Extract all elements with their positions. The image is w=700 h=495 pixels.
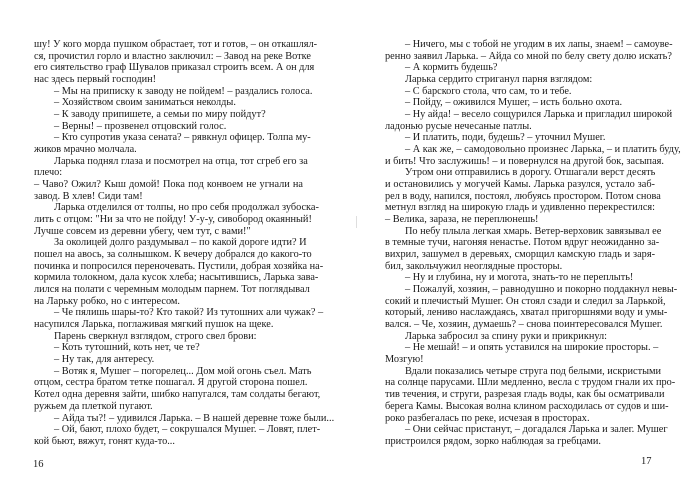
text-line: ренно заявил Ларька. – Айда со мной по белу свету долю искать? [385,50,672,62]
text-line: Мозгую! [385,354,424,366]
text-line: Котел одна деревня зайти, шибко напугался, там солдаты бегают, [34,389,321,401]
text-line: – Коть тутошний, коть нет, че те? [54,342,200,354]
text-line: Ларька забросил за спину руки и прикрикнул: [405,330,608,342]
text-line: – Чаво? Ожил? Кыш домой! Пока под конвоем не угнали на [34,179,303,191]
text-line: сокий и плечистый Мушег. Он стоял сзади и следил за Ларькой, [385,295,666,307]
text-line: жиков мрачно молчала. [34,144,137,156]
text-line: – Ну так, для антересу. [54,354,155,366]
text-line: лить с отцом: "Ни за что не пойду! У-у-у, сивобород окаянный! [34,214,312,226]
text-line: ся, прочистил горло и властно заключил: – Завод на реке Вотке [34,50,311,62]
text-line: Ларька сердито стриганул парня взглядом: [405,74,593,86]
text-line: и бить! Что заслужишь! – и повернулся на другой бок, засыпая. [385,155,664,167]
text-line: – Пойду, – оживился Мушег, – исть больно охота. [405,97,623,109]
text-line: пошел на авось, за солнышком. К вечеру добрался до какого-то [34,249,312,261]
text-line: – А кормить будешь? [405,62,498,74]
text-line: вался. – Че, хозяин, думаешь? – снова поинтересовался Мушег. [385,319,663,331]
text-line: – Ну и глубина, ну и могота, знать-то не переплыть! [405,272,634,284]
page-number-right: 17 [641,456,652,467]
text-line: – Они сейчас пристанут, – догадался Ларька и залег. Мушег [405,424,668,436]
text-line: роко разбегалась по реке, исчезая в просторах. [385,412,590,424]
text-line: – Ой, бают, плохо будет, – сокрушался Мушег. – Ловят, плет- [54,424,321,436]
text-line: – Мы на приписку к заводу не пойдем! – раздались голоса. [54,85,313,97]
text-line: метнул взгляд на широкую гладь и удивленно перекрестился: [385,202,655,214]
text-line: – Айда ты?! – удивился Ларька. – В нашей деревне тоже были... [54,412,335,424]
text-line: кормила толокном, дала кусок хлеба; насытившись, Ларька зава- [34,272,319,284]
text-line: – К заводу припишете, а семьи по миру пойдут? [54,109,266,121]
text-line: завод. В хлев! Сиди там! [34,190,143,202]
text-line: в темные тучи, нагоняя ненастье. Потом вдруг неожиданно за- [385,237,660,249]
page-number-left: 16 [33,459,44,470]
left-page-text [34,39,335,448]
text-line: отцом, сестра братом тетке пошагал. Я другой сторона пошел. [34,377,308,389]
text-line: – Ничего, мы с тобой не угодим в их лапы, знаем! – самоуве- [405,39,673,50]
text-line: – Верны! – прозвенел отцовский голос. [54,120,227,132]
text-line: который, лениво наслаждаясь, хватал пригоршнями воду и умы- [385,307,668,319]
text-line: Ларька поднял глаза и посмотрел на отца, тот сгреб его за [54,155,308,167]
text-line: Лучше совсем из деревни убегу, чем тут, с вами!" [34,225,251,237]
text-line: плечо: [34,167,63,179]
text-line: – Че пялишь шары-то? Кто такой? Из тутошних али чужак? – [54,307,324,319]
text-line: вихрил, зашумел в деревьях, сморщил камскую гладь и заря- [385,249,655,261]
text-line: ладонью русые нечесаные патлы. [385,120,532,132]
text-line: – Не мешай! – и опять уставился на широкие просторы. – [405,342,659,354]
text-line: Ларька отделился от толпы, но про себя продолжал зубоска- [54,202,319,214]
text-line: лился на полати с черемным молодым парнем. Тот поглядывал [34,284,310,296]
text-line: берега Камы. Высокая волна клином расходилась от судов и ши- [385,400,669,412]
text-line: Вдали показались четыре струга под белыми, искристыми [405,365,662,377]
text-line: нас здесь первый господин! [34,74,157,86]
text-line: тив течения, и струги, разрезая гладь воды, как бы осматривали [385,389,665,401]
right-page [350,0,700,495]
text-line: кой бьют, вяжут, гонят куда-то... [34,435,175,447]
text-line: За околицей долго раздумывал – по какой дороге идти? И [54,237,307,249]
text-line: Утром они отправились в дорогу. Отшагали верст десять [405,167,656,179]
scan-artifact-mark [356,216,359,228]
text-line: шу! У кого морда пушком обрастает, тот и готов, – он откашлял- [34,39,318,50]
text-line: – С барского стола, что сам, то и тебе. [405,85,572,97]
text-line: ружьем да плеткой пугают. [34,400,153,412]
text-line: и остановились у могучей Камы. Ларька разулся, устало заб- [385,179,655,191]
text-line: его сиятельство граф Шувалов приказал строить всем. А он для [34,62,315,74]
text-line: Парень сверкнул взглядом, строго свел брови: [54,330,257,342]
text-line: – Хозяйством своим заниматься неколды. [54,97,236,109]
text-line: – Кто супротив указа сената? – рявкнул офицер. Толпа му- [54,132,311,144]
text-line: – А как же, – самодовольно произнес Ларька, – и платить буду, [405,144,681,156]
text-line: на Ларьку робко, но с интересом. [34,295,181,307]
text-line: – Ну айда! – весело сощурился Ларька и пригладил широкой [405,109,673,121]
right-page-text [385,39,681,448]
text-line: – Велика, зараза, не переплюнешь! [385,214,539,226]
text-line: бил, закольчужил неоглядные просторы. [385,260,563,272]
text-line: насупился Ларька, поглаживая мягкий пушок на щеке. [34,319,274,331]
text-line: починка и попросился переночевать. Пустили, добрая хозяйка на- [34,260,324,272]
text-line: рел в воду, напился, постоял, любуясь простором. Потом снова [385,190,661,202]
text-line: на солнце парусами. Шли медленно, весла с трудом гнали их про- [385,377,676,389]
text-line: – Пожалуй, хозяин, – равнодушно и покорно поддакнул невы- [405,284,678,296]
text-line: – Вотяк я, Мушег – погорелец... Дом мой огонь съел. Мать [54,365,312,377]
text-line: По небу плыла легкая хмарь. Ветер-верховик завязывал ее [405,225,662,237]
text-line: – И платить, поди, будешь? – уточнил Мушег. [405,132,606,144]
text-line: пристроился рядом, зорко наблюдая за гребцами. [385,435,602,447]
